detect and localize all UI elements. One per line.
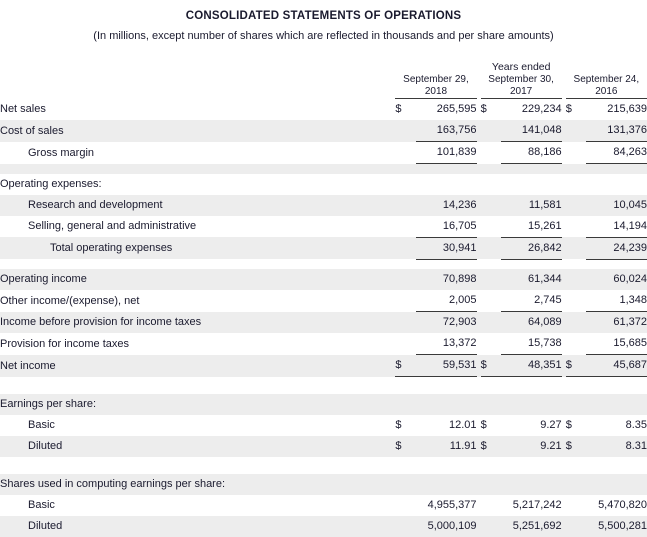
table-row — [0, 495, 647, 516]
currency-symbol: $ — [480, 418, 487, 431]
gross-margin-2018: 101,839 — [416, 142, 477, 164]
gross-margin-2016: 84,263 — [586, 142, 647, 164]
tax-provision-2017: 15,738 — [501, 333, 562, 355]
shares-diluted-2017: 5,251,692 — [512, 519, 562, 532]
currency-symbol: $ — [481, 355, 501, 377]
row-label-eps-basic: Basic — [28, 418, 55, 431]
row-label-net-sales: Net sales — [0, 103, 46, 115]
rnd-2018: 14,236 — [442, 198, 477, 211]
table-row — [0, 436, 647, 457]
table-row — [0, 290, 647, 312]
total-opex-2016: 24,239 — [586, 237, 647, 259]
row-label-shares-used-heading: Shares used in computing earnings per share: — [0, 477, 226, 490]
currency-symbol: $ — [566, 355, 586, 377]
cost-of-sales-2017: 141,048 — [501, 120, 562, 142]
row-label-shares-basic: Basic — [28, 498, 55, 511]
row-label-net-income: Net income — [0, 359, 56, 372]
total-opex-2017: 26,842 — [501, 237, 562, 259]
table-row — [0, 195, 647, 216]
row-label-total-operating-expenses: Total operating expenses — [50, 242, 173, 254]
row-label-other-income-expense: Other income/(expense), net — [0, 294, 140, 307]
section-spacer — [0, 164, 647, 174]
section-spacer — [0, 457, 647, 467]
column-header-2016-line1: September 24, — [573, 74, 640, 85]
currency-symbol: $ — [480, 439, 487, 452]
page-title: CONSOLIDATED STATEMENTS OF OPERATIONS — [185, 10, 462, 22]
row-label-eps-diluted: Diluted — [28, 439, 63, 452]
shares-diluted-2016: 5,500,281 — [598, 519, 647, 532]
eps-basic-2018: 12.01 — [448, 418, 477, 431]
section-spacer — [0, 259, 647, 269]
net-income-2018: 59,531 — [416, 355, 477, 377]
currency-symbol: $ — [565, 439, 572, 452]
row-label-income-before-taxes: Income before provision for income taxes — [0, 316, 202, 328]
eps-diluted-2018: 11.91 — [449, 439, 477, 452]
pretax-income-2018: 72,903 — [442, 316, 477, 328]
row-label-operating-income: Operating income — [0, 273, 87, 285]
table-row — [0, 355, 647, 377]
shares-diluted-2018: 5,000,109 — [427, 519, 477, 532]
currency-symbol: $ — [395, 418, 402, 431]
section-spacer — [0, 377, 647, 387]
row-label-operating-expenses-heading: Operating expenses: — [0, 177, 102, 190]
table-row — [0, 99, 647, 121]
gross-margin-2017: 88,186 — [501, 142, 562, 164]
currency-symbol: $ — [480, 103, 487, 115]
table-row — [0, 174, 647, 195]
row-label-cost-of-sales: Cost of sales — [0, 124, 64, 137]
currency-symbol: $ — [395, 103, 402, 115]
currency-symbol: $ — [565, 418, 572, 431]
table-row — [0, 516, 647, 537]
column-header-2018-line1: September 29, — [403, 74, 469, 85]
table-row — [0, 216, 647, 238]
table-row — [0, 333, 647, 355]
net-sales-2018: 265,595 — [436, 103, 477, 115]
column-header-2018 — [395, 74, 476, 99]
currency-symbol: $ — [395, 355, 415, 377]
shares-basic-2016: 5,470,820 — [598, 498, 647, 511]
net-income-2016: 45,687 — [586, 355, 647, 377]
pretax-income-2017: 64,089 — [528, 316, 562, 328]
table-row — [0, 120, 647, 142]
sga-2018: 16,705 — [416, 216, 477, 238]
column-header-2016-line2: 2016 — [595, 86, 618, 97]
tax-provision-2018: 13,372 — [416, 333, 477, 355]
page-subtitle: (In millions, except number of shares which are reflected in thousands and per share amounts) — [93, 30, 554, 42]
tax-provision-2016: 15,685 — [586, 333, 647, 355]
table-row — [0, 415, 647, 436]
date-header-row — [0, 74, 647, 99]
column-header-2016 — [566, 74, 647, 99]
operating-income-2016: 60,024 — [613, 273, 647, 285]
section-spacer — [0, 387, 647, 394]
shares-basic-2018: 4,955,377 — [427, 498, 477, 511]
section-spacer — [0, 467, 647, 474]
income-statement-table — [0, 60, 647, 537]
table-row — [0, 312, 647, 334]
title-block — [0, 0, 647, 44]
eps-diluted-2016: 8.31 — [625, 439, 647, 452]
table-row — [0, 474, 647, 495]
operating-income-2018: 70,898 — [442, 273, 477, 285]
net-sales-2017: 229,234 — [521, 103, 562, 115]
table-row — [0, 394, 647, 415]
other-income-2018: 2,005 — [416, 290, 477, 312]
eps-basic-2016: 8.35 — [625, 418, 647, 431]
table-row — [0, 237, 647, 259]
cost-of-sales-2018: 163,756 — [416, 120, 477, 142]
other-income-2016: 1,348 — [586, 290, 647, 312]
cost-of-sales-2016: 131,376 — [586, 120, 647, 142]
eps-diluted-2017: 9.21 — [540, 439, 562, 452]
column-header-2018-line2: 2018 — [424, 86, 448, 97]
net-sales-2016: 215,639 — [607, 103, 647, 115]
shares-basic-2017: 5,217,242 — [512, 498, 562, 511]
row-label-earnings-per-share-heading: Earnings per share: — [0, 397, 96, 410]
sga-2017: 15,261 — [501, 216, 562, 238]
other-income-2017: 2,745 — [501, 290, 562, 312]
row-label-shares-diluted: Diluted — [28, 519, 63, 532]
years-ended-header-row — [0, 60, 647, 74]
currency-symbol: $ — [395, 439, 402, 452]
rnd-2016: 10,045 — [613, 198, 647, 211]
column-header-2017-line1: September 30, — [488, 74, 554, 85]
years-ended-label: Years ended — [491, 61, 551, 73]
table-row — [0, 142, 647, 164]
sga-2016: 14,194 — [586, 216, 647, 238]
pretax-income-2016: 61,372 — [613, 316, 647, 328]
row-label-selling-general-administrative: Selling, general and administrative — [28, 220, 197, 232]
eps-basic-2017: 9.27 — [540, 418, 562, 431]
column-header-2017-line2: 2017 — [509, 86, 533, 97]
row-label-provision-income-taxes: Provision for income taxes — [0, 337, 129, 350]
table-row — [0, 269, 647, 290]
total-opex-2018: 30,941 — [416, 237, 477, 259]
rnd-2017: 11,581 — [528, 198, 562, 211]
row-label-research-and-development: Research and development — [28, 198, 163, 211]
row-label-gross-margin: Gross margin — [28, 146, 95, 159]
header-spacer-cell — [0, 60, 391, 74]
column-header-2017 — [481, 74, 562, 99]
currency-symbol: $ — [565, 103, 572, 115]
operating-income-2017: 61,344 — [528, 273, 562, 285]
net-income-2017: 48,351 — [501, 355, 562, 377]
